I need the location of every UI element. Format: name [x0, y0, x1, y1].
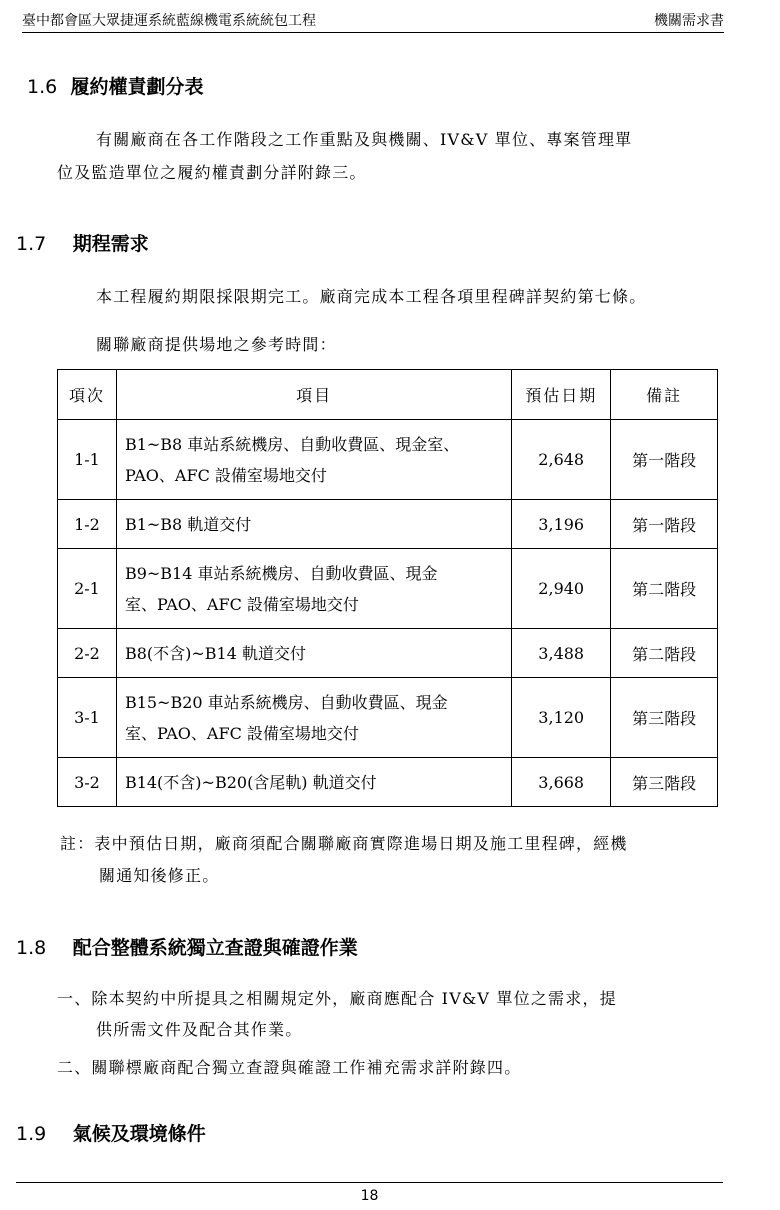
row-item: B9~B14 車站系統機房、自動收費區、現金 室、PAO、AFC 設備室場地交付: [116, 549, 511, 629]
table-row: [58, 758, 718, 807]
page-footer: [16, 1182, 723, 1204]
row-item: B1~B8 車站系統機房、自動收費區、現金室、 PAO、AFC 設備室場地交付: [116, 420, 511, 500]
section-1-8-item1-line2: 供所需文件及配合其作業。: [96, 1020, 303, 1039]
project-title: 臺中都會區大眾捷運系統藍線機電系統統包工程: [22, 13, 316, 29]
table-header-row: [58, 370, 718, 420]
row-note: 第一階段: [611, 500, 718, 549]
header-item: 項目: [116, 370, 511, 420]
row-item: B1~B8 軌道交付: [116, 500, 511, 549]
row-date: 2,648: [512, 420, 611, 500]
row-note: 第三階段: [611, 678, 718, 758]
table-row: [58, 500, 718, 549]
row-date: 3,488: [512, 629, 611, 678]
row-item: B8(不含)~B14 軌道交付: [116, 629, 511, 678]
section-1-7-para1: 本工程履約期限採限期完工。廠商完成本工程各項里程碑詳契約第七條。: [96, 287, 647, 306]
row-note: 第二階段: [611, 629, 718, 678]
row-item: B14(不含)~B20(含尾軌) 軌道交付: [116, 758, 511, 807]
header-date: 預估日期: [512, 370, 611, 420]
row-date: 3,668: [512, 758, 611, 807]
row-note: 第一階段: [611, 420, 718, 500]
section-1-7-heading: 1.7 期程需求: [16, 233, 149, 255]
table-row: [58, 420, 718, 500]
table-row: [58, 549, 718, 629]
row-no: 3-2: [58, 758, 117, 807]
section-1-9-heading: 1.9 氣候及環境條件: [16, 1123, 206, 1145]
row-no: 3-1: [58, 678, 117, 758]
section-1-7-para2: 關聯廠商提供場地之參考時間：: [96, 335, 337, 354]
table-row: [58, 629, 718, 678]
row-note: 第二階段: [611, 549, 718, 629]
section-1-6-para-line2: 位及監造單位之履約權責劃分詳附錄三。: [57, 163, 367, 182]
table-row: [58, 678, 718, 758]
page-number: 18: [360, 1188, 379, 1204]
row-no: 2-2: [58, 629, 117, 678]
section-1-8-heading: 1.8 配合整體系統獨立查證與確證作業: [16, 937, 358, 959]
document-type: 機關需求書: [654, 13, 724, 29]
row-no: 2-1: [58, 549, 117, 629]
section-1-6-heading: 1.6 履約權責劃分表: [27, 76, 204, 98]
schedule-table: [57, 369, 718, 807]
row-date: 3,196: [512, 500, 611, 549]
row-note: 第三階段: [611, 758, 718, 807]
header-no: 項次: [58, 370, 117, 420]
row-date: 3,120: [512, 678, 611, 758]
row-no: 1-2: [58, 500, 117, 549]
row-item: B15~B20 車站系統機房、自動收費區、現金 室、PAO、AFC 設備室場地交付: [116, 678, 511, 758]
header-note: 備註: [611, 370, 718, 420]
section-1-8-item2: 二、關聯標廠商配合獨立查證與確證工作補充需求詳附錄四。: [57, 1058, 522, 1077]
table-note-line2: 關通知後修正。: [99, 866, 220, 885]
page-header: [22, 8, 724, 33]
row-no: 1-1: [58, 420, 117, 500]
row-date: 2,940: [512, 549, 611, 629]
section-1-6-para-line1: 有關廠商在各工作階段之工作重點及與機關、IV&V 單位、專案管理單: [96, 130, 633, 149]
table-note-line1: 註：表中預估日期，廠商須配合關聯廠商實際進場日期及施工里程碑，經機: [60, 834, 628, 853]
section-1-8-item1-line1: 一、除本契約中所提具之相關規定外，廠商應配合 IV&V 單位之需求，提: [57, 989, 617, 1008]
